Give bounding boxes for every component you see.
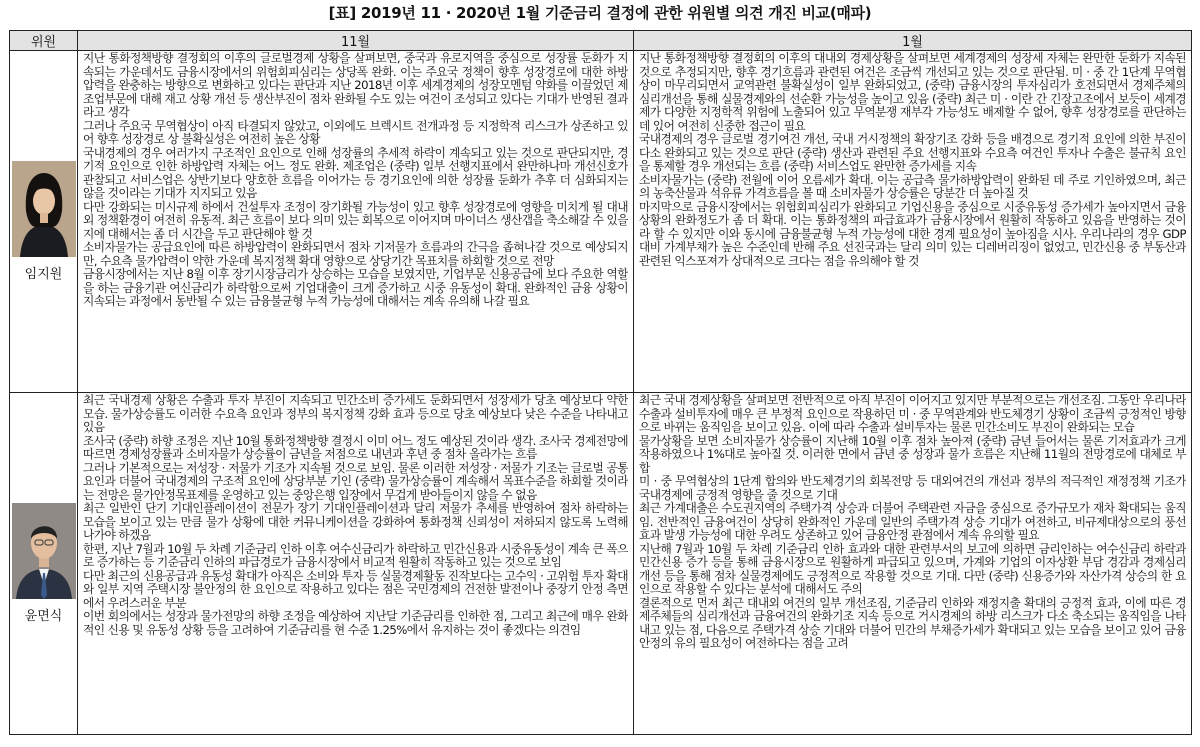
table-header-row bbox=[10, 31, 1192, 51]
opinion-paragraph: 최근 가계대출은 수도권지역의 주택가격 상승과 더불어 주택관련 자금을 중심으로 증가규모가 재차 확대되는 움직임. 전반적인 금융여건이 상당히 완화적인 가운데 일반의 주택가격 상승 기대가 여전하고, 비규제대상으로의 풍선효과 발생 가능성에 대한 우려도 상존하고 있어 금융안정 관점에서 계속 유의할 필요 bbox=[639, 501, 1186, 542]
page-title: [표] 2019년 11 · 2020년 1월 기준금리 결정에 관한 위원별 의견 개진 비교(매파) bbox=[328, 4, 872, 22]
opinion-paragraph: 최근 일반인 단기 기대인플레이션이 전문가 장기 기대인플레이션과 달리 저물가 추세를 반영하여 점차 하락하는 모습을 보이고 있는 만큼 물가 상황에 대한 커뮤니케이션을 강화하여 통화정책 신뢰성이 저하되지 않도록 노력해 나가야 하겠음 bbox=[83, 501, 628, 542]
member-cell bbox=[10, 393, 78, 735]
header-november: 11월 bbox=[78, 31, 634, 51]
table-row bbox=[10, 51, 1192, 393]
member-photo bbox=[12, 161, 76, 257]
opinion-paragraph: 지난 통화정책방향 결정회의 이후의 대내외 경제상황을 살펴보면 세계경제의 성장세 자체는 완만한 둔화가 지속된 것으로 추정되지만, 향후 경기흐름과 관련된 여건은 조금씩 개선되고 있는 것으로 판단됨. 미 · 중 간 1단계 무역협상이 마무리되면서 교역관련 불확실성이 일부 완화되었고, (중략) 금융시장의 투자심리가 호전되면서 경제주체의 심리개선을 통해 실물경제와의 선순환 가능성을 높이고 있음 (중략) 최근 미 · 이란 간 긴장고조에서 보듯이 세계경제가 다양한 지정학적 위험에 노출되어 있고 무역분쟁 재부각 가능성도 배제할 수 없어, 향후 성장경로를 판단하는 데 있어 여전히 신중한 접근이 필요 bbox=[639, 52, 1186, 133]
opinion-paragraph: 국내경제의 경우 여러가지 구조적인 요인으로 인해 성장률의 추세적 하락이 계속되고 있는 것으로 판단되지만, 경기적 요인으로 인한 하방압력 자체는 어느 정도 완화. 제조업은 (중략) 일부 선행지표에서 완만하나마 개선신호가 관찰되고 서비스업은 상반기보다 양호한 흐름을 이어가는 등 경기요인에 의한 성장률 둔화가 추후 더 심화되지는 않을 것이라는 기대가 지지되고 있음 bbox=[83, 145, 628, 200]
opinion-paragraph: 마지막으로 금융시장에서는 위험회피심리가 완화되고 기업신용을 중심으로 시중유동성 증가세가 높아지면서 금융상황의 완화정도가 좀 더 확대. 이는 통화정책의 파급효과가 금융시장에서 원활히 작동하고 있음을 반영하는 것이라 할 수 있지만 이와 동시에 금융불균형 누적 가능성에 대한 경계 필요성이 높아짐을 시사. 우리나라의 경우 GDP대비 가계부채가 높은 수준인데 반해 주요 선진국과는 달리 의미 있는 디레버리징이 없었고, 민간신용 중 부동산과 관련된 익스포져가 상대적으로 크다는 점을 유의해야 할 것 bbox=[639, 199, 1186, 268]
opinion-paragraph: 최근 국내 경제상황을 살펴보면 전반적으로 아직 부진이 이어지고 있지만 부분적으로는 개선조짐. 그동안 우리나라 수출과 설비투자에 매우 큰 부정적 요인으로 작용하던 미 · 중 무역관계와 반도체경기 상황이 조금씩 긍정적인 방향으로 바뀌는 움직임을 보이고 있음. 이에 따라 수출과 설비투자는 물론 민간소비도 부진이 완화되는 모습 bbox=[639, 394, 1186, 434]
opinion-paragraph: 조사국 (중략) 하향 조정은 지난 10월 통화정책방향 결정시 이미 어느 정도 예상된 것이라 생각. 조사국 경제전망에 따르면 경제성장률과 소비자물가 상승률이 금년을 저점으로 내년과 후년 중 점차 올라가는 흐름 bbox=[83, 433, 628, 461]
january-opinion-cell bbox=[634, 51, 1192, 393]
member-name: 윤면식 bbox=[24, 609, 63, 624]
member-photo bbox=[12, 503, 76, 599]
member-cell bbox=[10, 51, 78, 393]
opinion-paragraph: 이번 회의에서는 성장과 물가전망의 하향 조정을 예상하여 지난달 기준금리를 인하한 점, 그리고 최근에 매우 완화적인 신용 및 유동성 상황 등을 고려하여 기준금리를 현 수준 1.25%에서 유지하는 것이 좋겠다는 의견임 bbox=[83, 609, 628, 637]
opinion-paragraph: 다만 최근의 신용공급과 유동성 확대가 아직은 소비와 투자 등 실물경제활동 진작보다는 고수익 · 고위험 투자 확대와 일부 지역 주택시장 불안정의 한 요인으로 작용하고 있다는 점은 국민경제의 건전한 발전이나 중장기 안정 측면에서 우려스러운 부분 bbox=[83, 568, 628, 610]
opinion-paragraph: 한편, 지난 7월과 10월 두 차례 기준금리 인하 이후 여수신금리가 하락하고 민간신용과 시중유동성이 계속 큰 폭으로 증가하는 등 기준금리 인하의 파급경로가 금융시장에서 비교적 원활히 작동하고 있는 것으로 보임 bbox=[83, 541, 628, 569]
header-member: 위원 bbox=[10, 31, 78, 51]
november-opinion-cell bbox=[78, 51, 634, 393]
january-opinion-cell bbox=[634, 393, 1192, 735]
opinion-paragraph: 금융시장에서는 지난 8월 이후 장기시장금리가 상승하는 모습을 보였지만, 기업부문 신용공급에 보다 주요한 역할을 하는 금융기관 여신금리가 하락함으로써 기업대출이 크게 증가하고 시중 유동성이 확대. 완화적인 금융 상황이 지속되는 과정에서 동반될 수 있는 금융불균형 누적 가능성에 대해서는 계속 유의해 나갈 필요 bbox=[83, 267, 628, 308]
header-january: 1월 bbox=[634, 31, 1192, 51]
opinion-paragraph: 소비자물가는 공급요인에 따른 하방압력이 완화되면서 점차 기저물가 흐름과의 간극을 좁혀나갈 것으로 예상되지만, 수요측 물가압력이 약한 가운데 복지정책 확대 영향으로 상당기간 목표치를 하회할 것으로 전망 bbox=[83, 240, 628, 268]
opinion-paragraph: 지난 통화정책방향 결정회의 이후의 글로벌경제 상황을 살펴보면, 중국과 유로지역을 중심으로 성장률 둔화가 지속되는 가운데서도 금융시장에서의 위험회피심리는 상당폭 완화. 이는 주요국 정책이 향후 성장경로에 대한 하방압력을 완충하는 방향으로 변화하고 있다는 판단과 지난 2018년 이후 세계경제의 성장모멘텀 약화를 이끌었던 제조업부문에 대해 재고 상황 개선 등 생산부진이 점차 완화될 수도 있는 여건이 조성되고 있다는 기대가 반영된 결과라고 생각 bbox=[83, 52, 628, 119]
opinion-paragraph: 소비자물가는 (중략) 전월에 이어 오름세가 확대. 이는 공급측 물가하방압력이 완화된 데 주로 기인하였으며, 최근의 농축산물과 석유류 가격흐름을 볼 때 소비자물가 상승률은 당분간 더 높아질 것 bbox=[639, 172, 1186, 200]
opinion-paragraph: 다만 강화되는 미시규제 하에서 건설투자 조정이 장기화될 가능성이 있고 향후 성장경로에 영향을 미치게 될 대내외 정책환경이 여전히 유동적. 최근 흐름이 보다 의미 있는 회복으로 이어지며 마이너스 생산갭을 축소해갈 수 있을지에 대해서는 좀 더 시간을 두고 판단해야 할 것 bbox=[83, 199, 628, 241]
november-opinion-cell bbox=[78, 393, 634, 735]
opinion-paragraph: 미 · 중 무역협상의 1단계 합의와 반도체경기의 회복전망 등 대외여건의 개선과 정부의 적극적인 재정정책 기조가 국내경제에 긍정적 영향을 줄 것으로 기대 bbox=[639, 474, 1186, 502]
opinion-paragraph: 그러나 기본적으로는 저성장 · 저물가 기조가 지속될 것으로 보임. 물론 이러한 저성장 · 저물가 기조는 글로벌 공통요인과 더불어 국내경제의 구조적 요인에 상당부분 기인 (중략) 물가상승률이 계속해서 목표수준을 하회할 것이라는 전망은 물가안정목표제를 운영하고 있는 중앙은행 입장에서 무겁게 받아들이지 않을 수 없음 bbox=[83, 460, 628, 502]
member-name: 임지원 bbox=[24, 267, 63, 282]
opinion-paragraph: 지난해 7월과 10월 두 차례 기준금리 인하 효과와 대한 관련부서의 보고에 의하면 금리인하는 여수신금리 하락과 민간신용 증가 등을 통해 금융시장으로 원활하게 파급되고 있으며, 가계와 기업의 이자상환 부담 경감과 경제심리 개선 등을 통해 점차 실물경제에도 긍정적으로 작용할 것으로 기대. 다만 (중략) 신용증가와 자산가격 상승의 한 요인으로 작용할 수 있다는 분석에 대해서도 주의 bbox=[639, 541, 1186, 596]
opinion-paragraph: 그러나 주요국 무역협상이 아직 타결되지 않았고, 이외에도 브렉시트 전개과정 등 지정학적 리스크가 상존하고 있어 향후 성장경로 상 불확실성은 여전히 높은 상황 bbox=[83, 118, 628, 146]
opinion-paragraph: 최근 국내경제 상황은 수출과 투자 부진이 지속되고 민간소비 증가세도 둔화되면서 성장세가 당초 예상보다 약한 모습. 물가상승률도 이러한 수요측 요인과 정부의 복지정책 강화 효과 등으로 당초 예상보다 낮은 수준을 나타내고 있음 bbox=[83, 394, 628, 434]
opinion-paragraph: 물가상황을 보면 소비자물가 상승률이 지난해 10월 이후 점차 높아져 (중략) 금년 들어서는 물론 기저효과가 크게 작용하였으나 1%대로 높아질 것. 이러한 면에서 금년 중 성장과 물가 흐름은 지난해 11월의 전망경로에 대체로 부합 bbox=[639, 433, 1186, 475]
opinion-paragraph: 국내경제의 경우 글로벌 경기여건 개선, 국내 거시정책의 확장기조 강화 등을 배경으로 경기적 요인에 의한 부진이 다소 완화되고 있는 것으로 판단 (중략) 생산과 관련된 주요 선행지표와 수요측 여건인 투자나 수출은 불규칙 요인을 통제할 경우 개선되는 흐름 (중략) 서비스업도 완만한 증가세를 지속 bbox=[639, 132, 1186, 173]
comparison-table bbox=[9, 30, 1192, 735]
opinion-paragraph: 결론적으로 먼저 최근 대내외 여건의 일부 개선조짐, 기준금리 인하와 재정지출 확대의 긍정적 효과, 이에 따른 경제주체들의 심리개선과 금융여건의 완화기조 지속 등으로 거시경제의 하방 리스크가 다소 축소되는 움직임을 나타내고 있는 점, 다음으로 주택가격 상승 기대와 더불어 민간의 부채증가세가 확대되고 있는 모습을 보이고 있어 금융안정의 유의 필요성이 여전하다는 점을 고려 bbox=[639, 595, 1186, 650]
table-row bbox=[10, 393, 1192, 735]
